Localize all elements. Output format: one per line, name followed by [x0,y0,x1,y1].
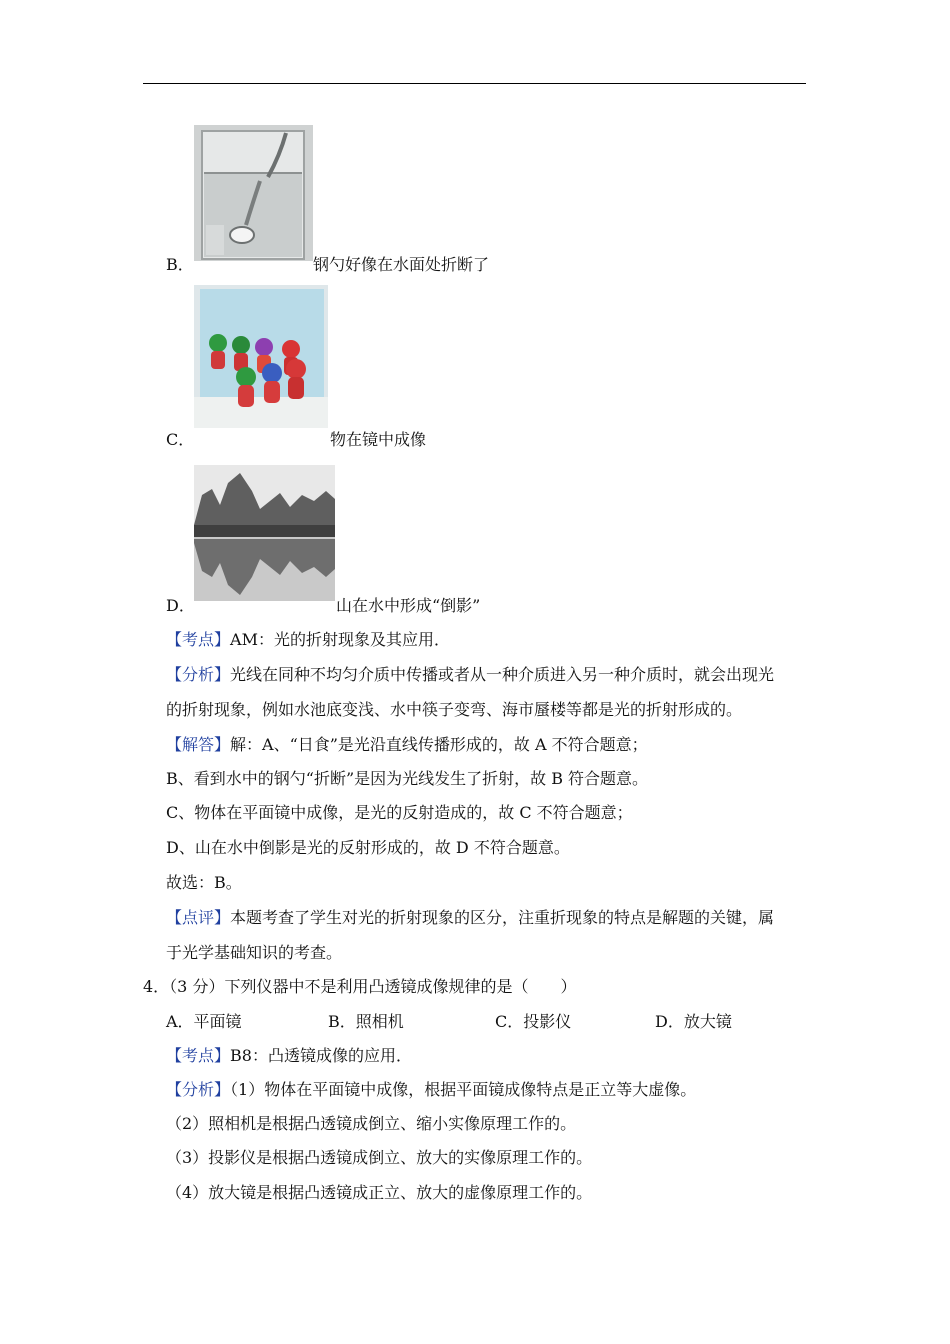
q3-jieda-line3: C、物体在平面镜中成像，是光的反射造成的，故 C 不符合题意； [166,803,633,822]
option-c-letter: C． [166,430,195,449]
kaodian-tag: 【考点】 [166,1046,231,1065]
kaodian-text: AM：光的折射现象及其应用． [230,630,450,649]
q4-fenxi-line1 [166,1077,696,1100]
q3-kaodian [166,627,450,650]
q4-fenxi-line3: （3）投影仪是根据凸透镜成倒立、放大的实像原理工作的。 [166,1148,593,1167]
dianping-tag: 【点评】 [166,908,231,927]
q3-dianping-line2: 于光学基础知识的考查。 [166,943,343,962]
fenxi-tag: 【分析】 [166,665,231,684]
option-d-letter: D． [166,596,195,615]
q3-jieda-line2: B、看到水中的钢勺“折断”是因为光线发生了折射，故 B 符合题意。 [166,769,649,788]
dianping-text-1: 本题考查了学生对光的折射现象的区分，注重折现象的特点是解题的关键，属 [230,908,775,927]
q3-jieda-line4: D、山在水中倒影是光的反射形成的，故 D 不符合题意。 [166,838,570,857]
q3-jieda-line5: 故选：B。 [166,873,242,892]
kaodian-text: B8：凸透镜成像的应用． [230,1046,412,1065]
q4-kaodian [166,1043,412,1066]
option-c-text: 物在镜中成像 [330,430,427,449]
option-b-letter: B． [166,255,194,274]
q3-fenxi-line2: 的折射现象，例如水池底变浅、水中筷子变弯、海市蜃楼等都是光的折射形成的。 [166,700,743,719]
fenxi-text-1: 光线在同种不均匀介质中传播或者从一种介质进入另一种介质时，就会出现光 [230,665,775,684]
q3-dianping-line1 [166,905,774,928]
mountain-reflection-image [194,465,335,601]
q4-fenxi-line2: （2）照相机是根据凸透镜成倒立、缩小实像原理工作的。 [166,1114,577,1133]
jieda-tag: 【解答】 [166,735,231,754]
q4-stem: 4．（3 分）下列仪器中不是利用凸透镜成像规律的是（ ） [143,977,577,996]
q3-fenxi-line1 [166,662,774,685]
q4-choice-d: D．放大镜 [655,1012,732,1031]
q4-choice-b: B．照相机 [328,1012,404,1031]
fenxi-tag: 【分析】 [166,1080,231,1099]
spoon-in-glass-image [194,125,313,261]
option-d-text: 山在水中形成“倒影” [336,596,481,615]
q4-choice-a: A．平面镜 [166,1012,242,1031]
q3-jieda-line1 [166,732,648,755]
fenxi-text-1: （1）物体在平面镜中成像，根据平面镜成像特点是正立等大虚像。 [230,1080,697,1099]
q4-fenxi-line4: （4）放大镜是根据凸透镜成正立、放大的虚像原理工作的。 [166,1183,593,1202]
option-b-text: 钢勺好像在水面处折断了 [313,255,490,274]
dolls-mirror-image [194,285,328,428]
kaodian-tag: 【考点】 [166,630,231,649]
header-rule [143,83,806,84]
q4-choice-c: C．投影仪 [495,1012,572,1031]
jieda-text-1: 解：A、“日食”是光沿直线传播形成的，故 A 不符合题意； [230,735,648,754]
